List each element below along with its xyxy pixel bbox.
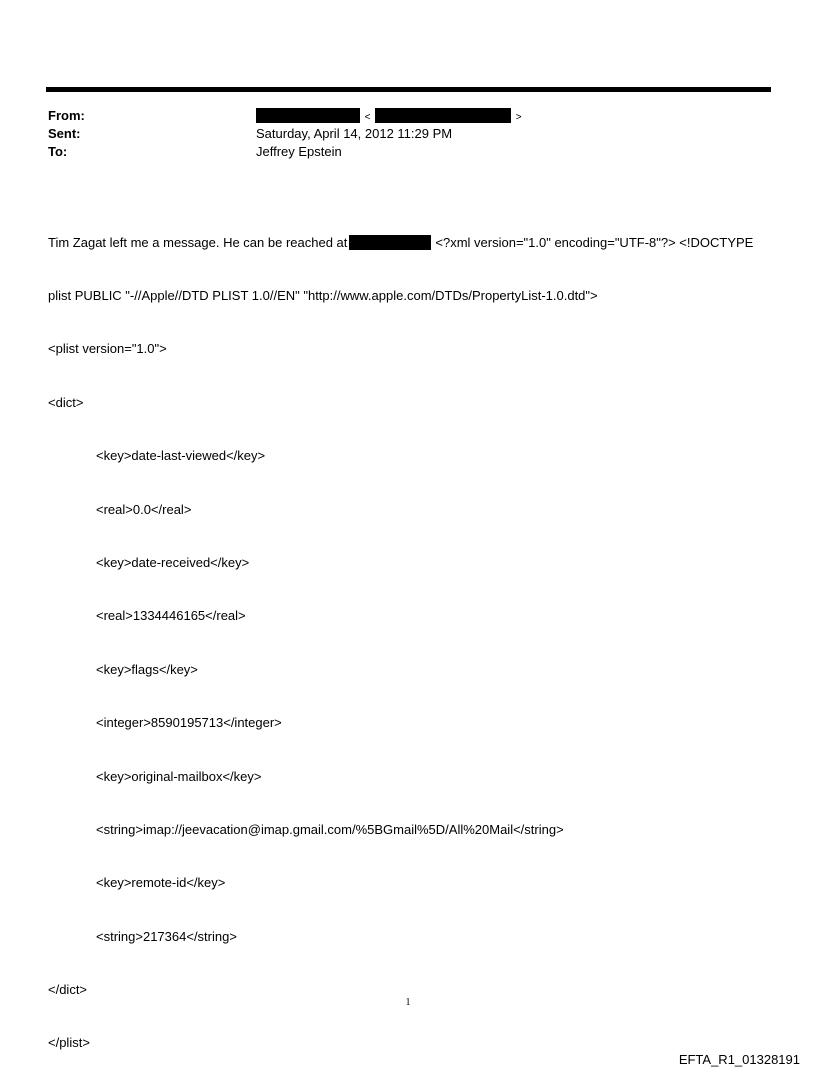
body-close-dict: </dict> (48, 982, 88, 998)
body-line-4: <dict> (48, 394, 84, 410)
sent-label: Sent: (48, 126, 81, 141)
document-id: EFTA_R1_01328191 (678, 1052, 800, 1067)
plist-line: <key>date-last-viewed</key> (96, 448, 266, 464)
plist-line: <real>0.0</real> (96, 501, 192, 517)
plist-line: <integer>8590195713</integer> (96, 715, 282, 731)
email-close-bracket: > (515, 112, 522, 123)
redacted-sender-email (375, 108, 511, 123)
plist-line: <key>flags</key> (96, 661, 198, 677)
to-label: To: (48, 144, 68, 159)
message-body (48, 198, 773, 1070)
to-value: Jeffrey Epstein (256, 144, 342, 159)
plist-line: <key>date-received</key> (96, 554, 250, 570)
page-number: 1 (405, 997, 411, 1008)
redacted-phone-number (349, 235, 431, 250)
sent-value: Saturday, April 14, 2012 11:29 PM (256, 126, 453, 141)
redacted-sender-name (256, 108, 360, 123)
from-label: From: (48, 108, 85, 123)
email-open-bracket: < (364, 112, 371, 123)
plist-line: <key>remote-id</key> (96, 875, 226, 891)
body-line-3: <plist version="1.0"> (48, 341, 167, 357)
plist-line: <string>imap://jeevacation@imap.gmail.com/%5BGmail%5D/All%20Mail</string> (96, 821, 564, 837)
body-line-1 (48, 234, 773, 252)
header-rule (46, 87, 771, 92)
plist-line: <key>original-mailbox</key> (96, 768, 262, 784)
plist-line: <string>217364</string> (96, 928, 237, 944)
body-line-1-start: Tim Zagat left me a message. He can be reached at (48, 234, 348, 250)
from-value (256, 107, 523, 127)
body-line-1-end: <?xml version="1.0" encoding="UTF-8"?> <!DOCTYPE (435, 234, 754, 250)
body-close-plist: </plist> (48, 1035, 90, 1051)
plist-line: <real>1334446165</real> (96, 608, 246, 624)
body-line-2: plist PUBLIC "-//Apple//DTD PLIST 1.0//EN" "http://www.apple.com/DTDs/PropertyList-1.0.dtd"> (48, 287, 598, 303)
